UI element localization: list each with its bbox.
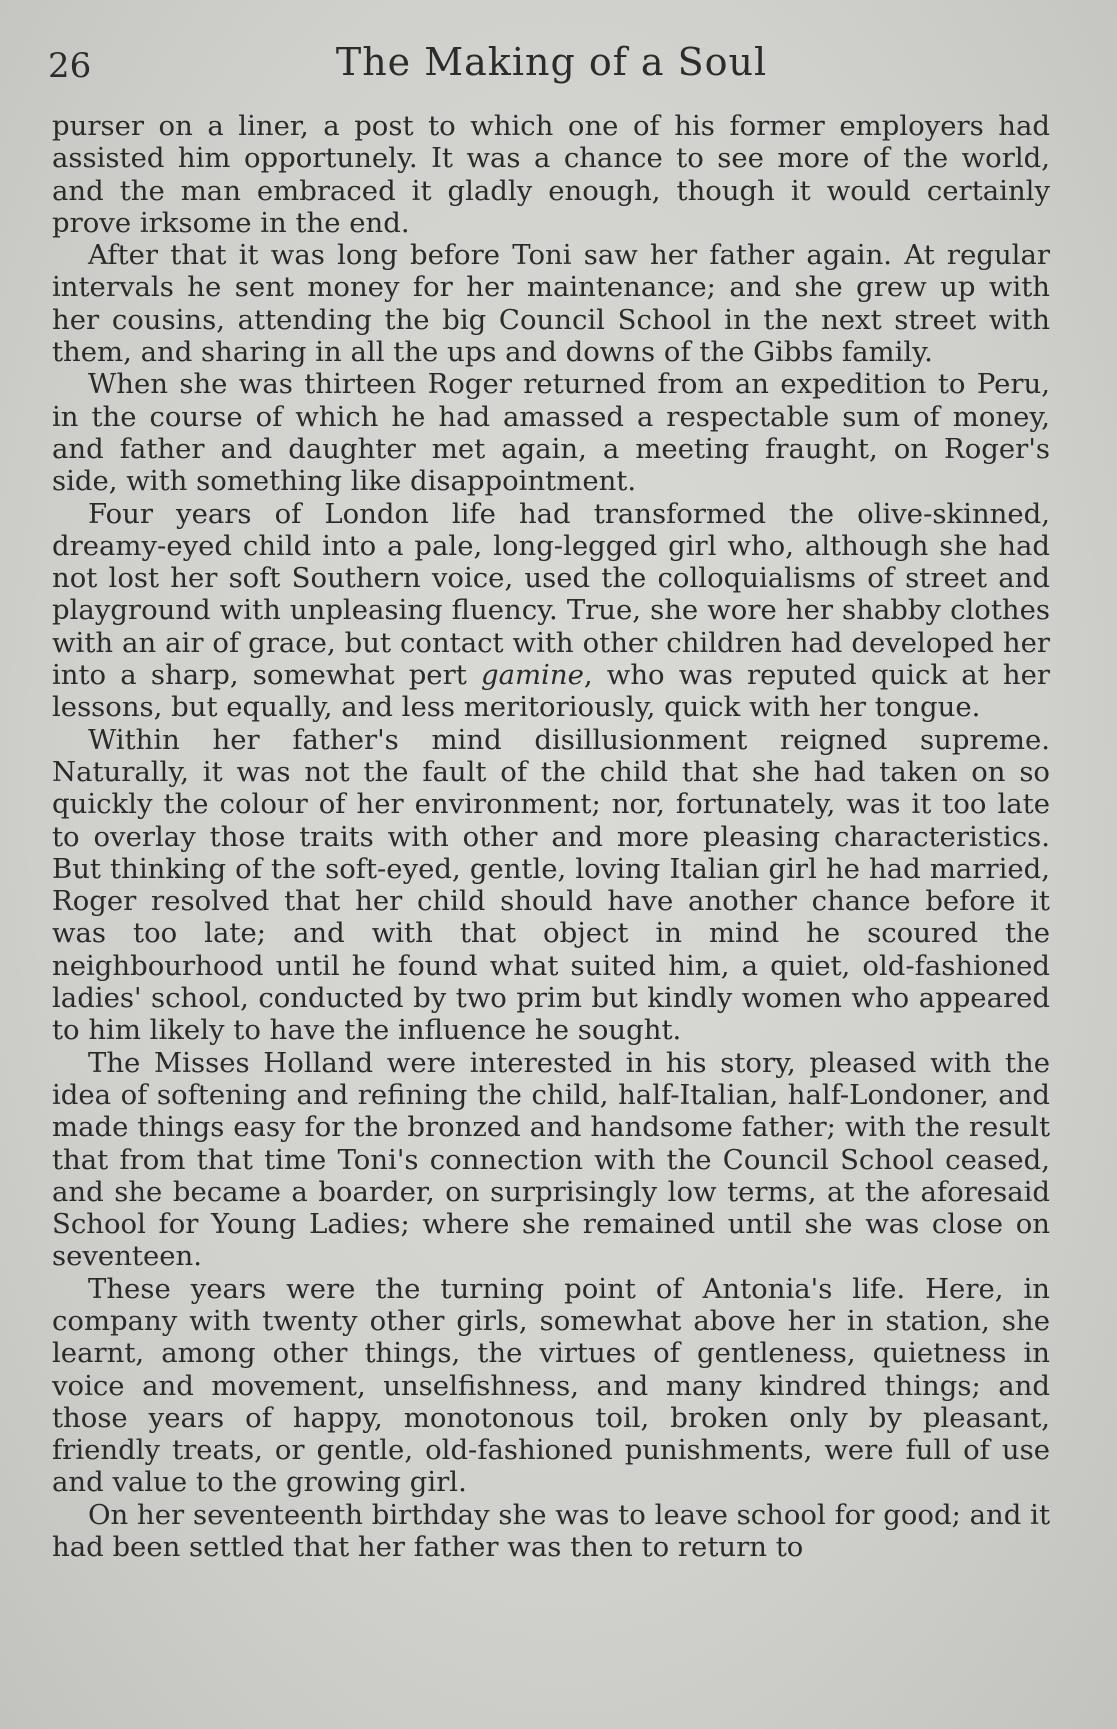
paragraph-4 bbox=[52, 498, 1050, 724]
paragraph-8: On her seventeenth birthday she was to leave school for good; and it had been settled that her father was then to return to bbox=[52, 1498, 1050, 1564]
page-number: 26 bbox=[48, 46, 92, 86]
paragraph-4-text-a: Four years of London life had transformed the olive-skinned, dreamy-eyed child into a pale, long-legged girl who, although she had not lost her soft Southern voice, used the colloquialisms of street and playground with unpleasing fluency. True, she wore her shabby clothes with an air of grace, but contact with other children had developed her into a sharp, somewhat pert bbox=[52, 497, 1050, 692]
paragraph-6: The Misses Holland were interested in his story, pleased with the idea of softening and refining the child, half-Italian, half-Londoner, and made things easy for the bronzed and handsome father; with the result that from that time Toni's connection with the Council School ceased, and she became a boarder, on surprisingly low terms, at the aforesaid School for Young Ladies; where she remained until she was close on seventeen. bbox=[52, 1046, 1050, 1273]
paragraph-4-text-b: , who was reputed quick at her lessons, but equally, and less meritoriously, quick with her tongue. bbox=[52, 659, 1051, 724]
paragraph-5: Within her father's mind disillusionment reigned supreme. Naturally, it was not the fault of the child that she had taken on so quickly the colour of her environment; nor, fortunately, was it too late to overlay those traits with other and more pleasing characteristics. But thinking of the soft-eyed, gentle, loving Italian girl he had married, Roger resolved that her child should have another chance before it was too late; and with that object in mind he scoured the neighbourhood until he found what suited him, a quiet, old-fashioned ladies' school, conducted by two prim but kindly women who appeared to him likely to have the influence he sought. bbox=[52, 723, 1050, 1047]
paragraph-3: When she was thirteen Roger returned from an expedition to Peru, in the course of which he had amassed a respectable sum of money, and father and daughter met again, a meeting fraught, on Roger's side, with something like disappointment. bbox=[52, 368, 1050, 498]
page-header bbox=[48, 40, 1055, 96]
paragraph-2: After that it was long before Toni saw her father again. At regular intervals he sent money for her maintenance; and she grew up with her cousins, attending the big Council School in the next street with them, and sharing in all the ups and downs of the Gibbs family. bbox=[52, 239, 1050, 369]
running-title: The Making of a Soul bbox=[335, 40, 768, 84]
italic-word-gamine: gamine bbox=[480, 659, 584, 692]
paragraph-7: These years were the turning point of Antonia's life. Here, in company with twenty other girls, somewhat above her in station, she learnt, among other things, the virtues of gentleness, quietness in voice and movement, unselfishness, and many kindred things; and those years of happy, monotonous toil, broken only by pleasant, friendly treats, or gentle, old-fashioned punishments, were full of use and value to the growing girl. bbox=[52, 1272, 1050, 1499]
body-text bbox=[52, 110, 1050, 1563]
paragraph-1: purser on a liner, a post to which one of his former employers had assisted him opportunely. It was a chance to see more of the world, and the man embraced it gladly enough, though it would certainly prove irksome in the end. bbox=[52, 110, 1050, 239]
